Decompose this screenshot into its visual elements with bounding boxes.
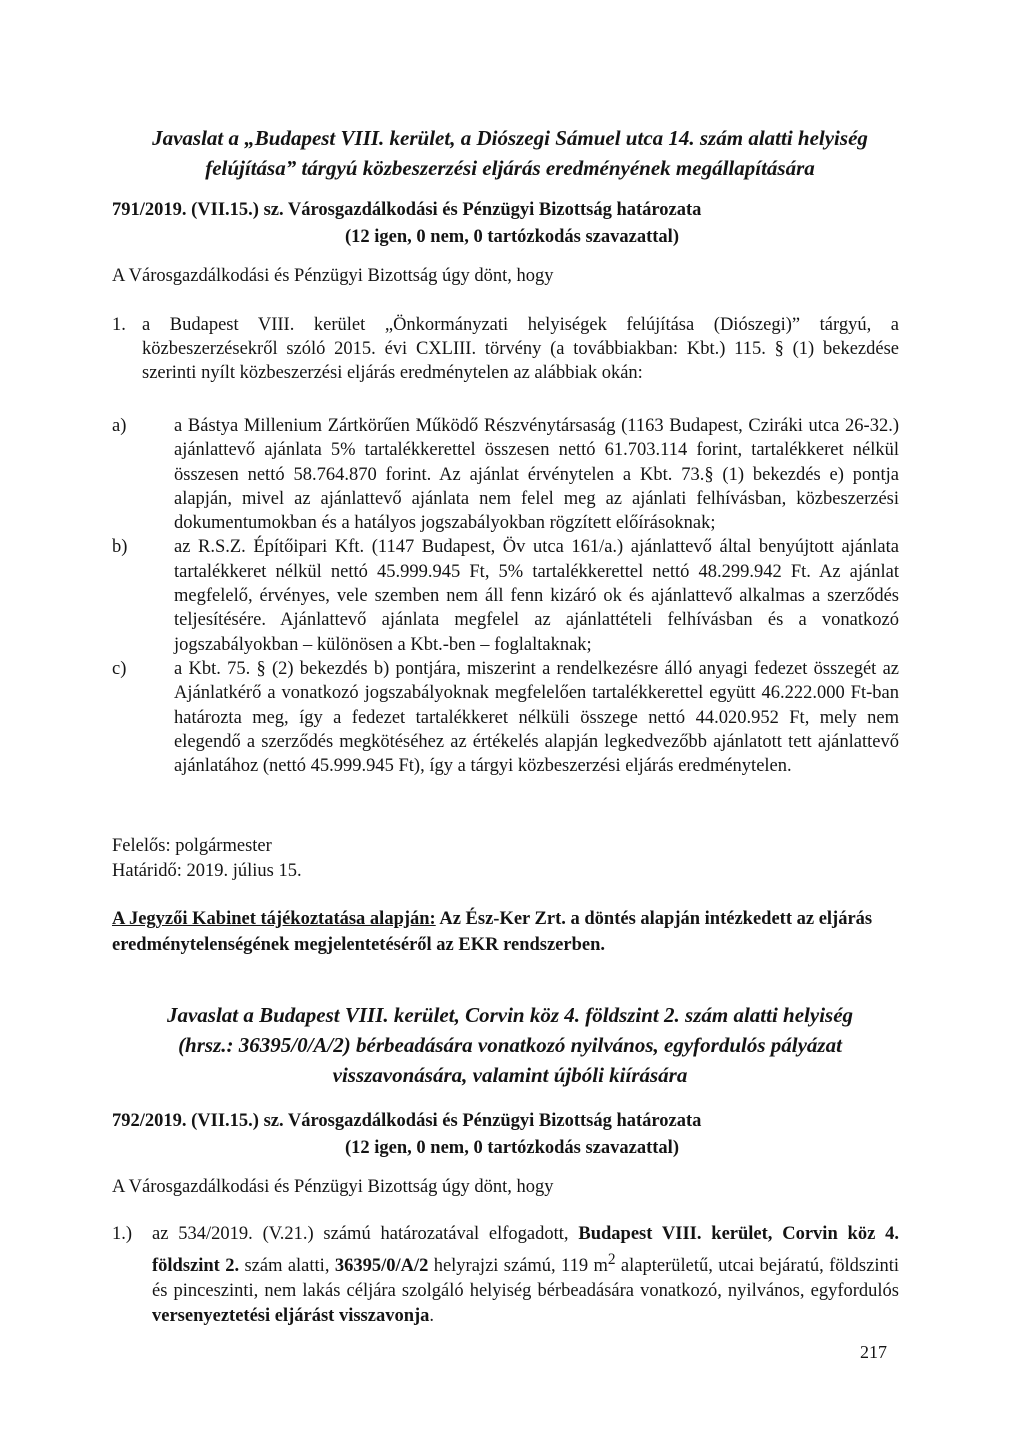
list-item [112, 414, 899, 535]
section1-resolution [112, 197, 912, 251]
section2-title [110, 1000, 910, 1090]
list-item-label: b) [112, 537, 128, 558]
deadline-line: Határidő: 2019. július 15. [112, 861, 302, 881]
section2-point-address: Budapest VIII. kerület, Corvin köz 4. földszint 2. [152, 1224, 899, 1277]
list-item-text: a Kbt. 75. § (2) bekezdés b) pontjára, miszerint a rendelkezésre álló anyagi fedezet összegét az Ajánlatkérő a vonatkozó jogszabályoknak megfelelően tartalékkerettel együtt 46.222.000 Ft-ban határozta meg, így a fedezet tartalékkeret nélküli összege nettó 44.020.952 Ft, mely nem elegendő a szerződés megkötéséhez az értékelés alapján legkedvezőbb ajánlatott tett ajánlattevő ajánlatához (nettó 45.999.945 Ft), így a tárgyi közbeszerzési eljárás eredménytelen. [174, 658, 899, 777]
section2-point-part1: az 534/2019. (V.21.) számú határozatával elfogadott, [152, 1224, 579, 1244]
section2-point-part3: helyrajzi számú, 119 m [428, 1256, 608, 1277]
page-number: 217 [860, 1342, 887, 1362]
section2-intro: A Városgazdálkodási és Pénzügyi Bizottság úgy dönt, hogy [112, 1177, 554, 1197]
section2-resolution [112, 1108, 912, 1162]
section1-point [112, 314, 899, 385]
section2-point-part5: . [429, 1306, 435, 1327]
section1-title-line1: Javaslat a „Budapest VIII. kerület, a Diószegi Sámuel utca 14. szám alatti helyiség [152, 126, 868, 150]
list-item-label: a) [112, 416, 127, 436]
section1-title-line2: felújítása” tárgyú közbeszerzési eljárás eredményének megállapítására [205, 156, 815, 180]
responsible-block [112, 834, 302, 884]
list-item-text: az R.S.Z. Építőipari Kft. (1147 Budapest, Öv utca 161/a.) ajánlattevő által benyújtott ajánlata tartalékkeret nélkül nettó 45.999.945 Ft, 5% tartalékkerettel nettó 48.299.942 Ft. Az ajánlat megfelelő, érvényes, vele szemben nem áll fenn kizáró ok és ajánlattevő alkalmas a szerződés teljesítésére. Ajánlattevő ajánlata megfelel az ajánlattételi felhívásban és a vonatkozó jogszabályokban – különösen a Kbt.-ben – foglaltaknak; [174, 537, 899, 655]
section2-title-line3: visszavonására, valamint újbóli kiírására [332, 1063, 688, 1087]
section2-title-line1: Javaslat a Budapest VIII. kerület, Corvin köz 4. földszint 2. szám alatti helyiség [166, 1003, 854, 1027]
list-item [112, 657, 899, 778]
section2-title-line2: (hrsz.: 36395/0/A/2) bérbeadására vonatkozó nyilvános, egyfordulós pályázat [178, 1033, 842, 1057]
cabinet-info-label: A Jegyzői Kabinet tájékoztatása alapján: [112, 909, 436, 929]
section2-point-text [152, 1222, 899, 1329]
section2-resolution-number: 792/2019. (VII.15.) sz. Városgazdálkodási és Pénzügyi Bizottság határozata [112, 1111, 702, 1131]
list-item-label: c) [112, 658, 127, 679]
section2-point-area-unit-exponent: 2 [607, 1251, 616, 1268]
cabinet-info [112, 906, 899, 958]
section1-resolution-votes: (12 igen, 0 nem, 0 tartózkodás szavazattal) [345, 227, 679, 247]
section1-point-text: a Budapest VIII. kerület „Önkormányzati helyiségek felújítása (Diószegi)” tárgyú, a közbeszerzésekről szóló 2015. évi CXLIII. törvény (a továbbiakban: Kbt.) 115. § (1) bekezdése szerinti nyílt közbeszerzési eljárás eredménytelen az alábbiak okán: [142, 315, 899, 383]
section2-point-part2: szám alatti, [239, 1256, 335, 1277]
section1-item-list [112, 414, 899, 778]
section1-intro: A Városgazdálkodási és Pénzügyi Bizottság úgy dönt, hogy [112, 266, 554, 286]
list-item-text: a Bástya Millenium Zártkörűen Működő Részvénytársaság (1163 Budapest, Cziráki utca 26-32.) ajánlattevő ajánlata 5% tartalékkerettel összesen nettó 61.703.114 forint, tartalékkeret nélkül összesen nettó 58.764.870 forint. Az ajánlat érvénytelen a Kbt. 73.§ (1) bekezdés e) pontja alapján, mivel az ajánlattevő ajánlata nem felel meg az ajánlati felhívásban, közbeszerzési dokumentumokban és a hatályos jogszabályokban rögzített előírásoknak; [174, 416, 899, 534]
section1-resolution-number: 791/2019. (VII.15.) sz. Városgazdálkodási és Pénzügyi Bizottság határozata [112, 200, 702, 220]
section2-point-lot-number: 36395/0/A/2 [334, 1256, 429, 1277]
section2-point-number: 1.) [112, 1224, 133, 1244]
responsible-line: Felelős: polgármester [112, 836, 272, 856]
list-item [112, 535, 899, 656]
cabinet-info-text: Az Ész-Ker Zrt. a döntés alapján intézkedett az eljárás eredménytelenségének megjelentetéséről az EKR rendszerben. [112, 909, 873, 955]
section2-resolution-votes: (12 igen, 0 nem, 0 tartózkodás szavazattal) [345, 1138, 679, 1158]
section1-point-number: 1. [112, 315, 126, 335]
section2-point-decision: versenyeztetési eljárást visszavonja [152, 1306, 430, 1327]
section1-title [110, 123, 910, 183]
section2-point-part4: alapterületű, utcai bejáratú, földszinti és pinceszinti, nem lakás céljára szolgáló helyiség bérbeadására vonatkozó, nyilvános, egyfordulós [152, 1256, 899, 1302]
section2-point [112, 1222, 899, 1329]
